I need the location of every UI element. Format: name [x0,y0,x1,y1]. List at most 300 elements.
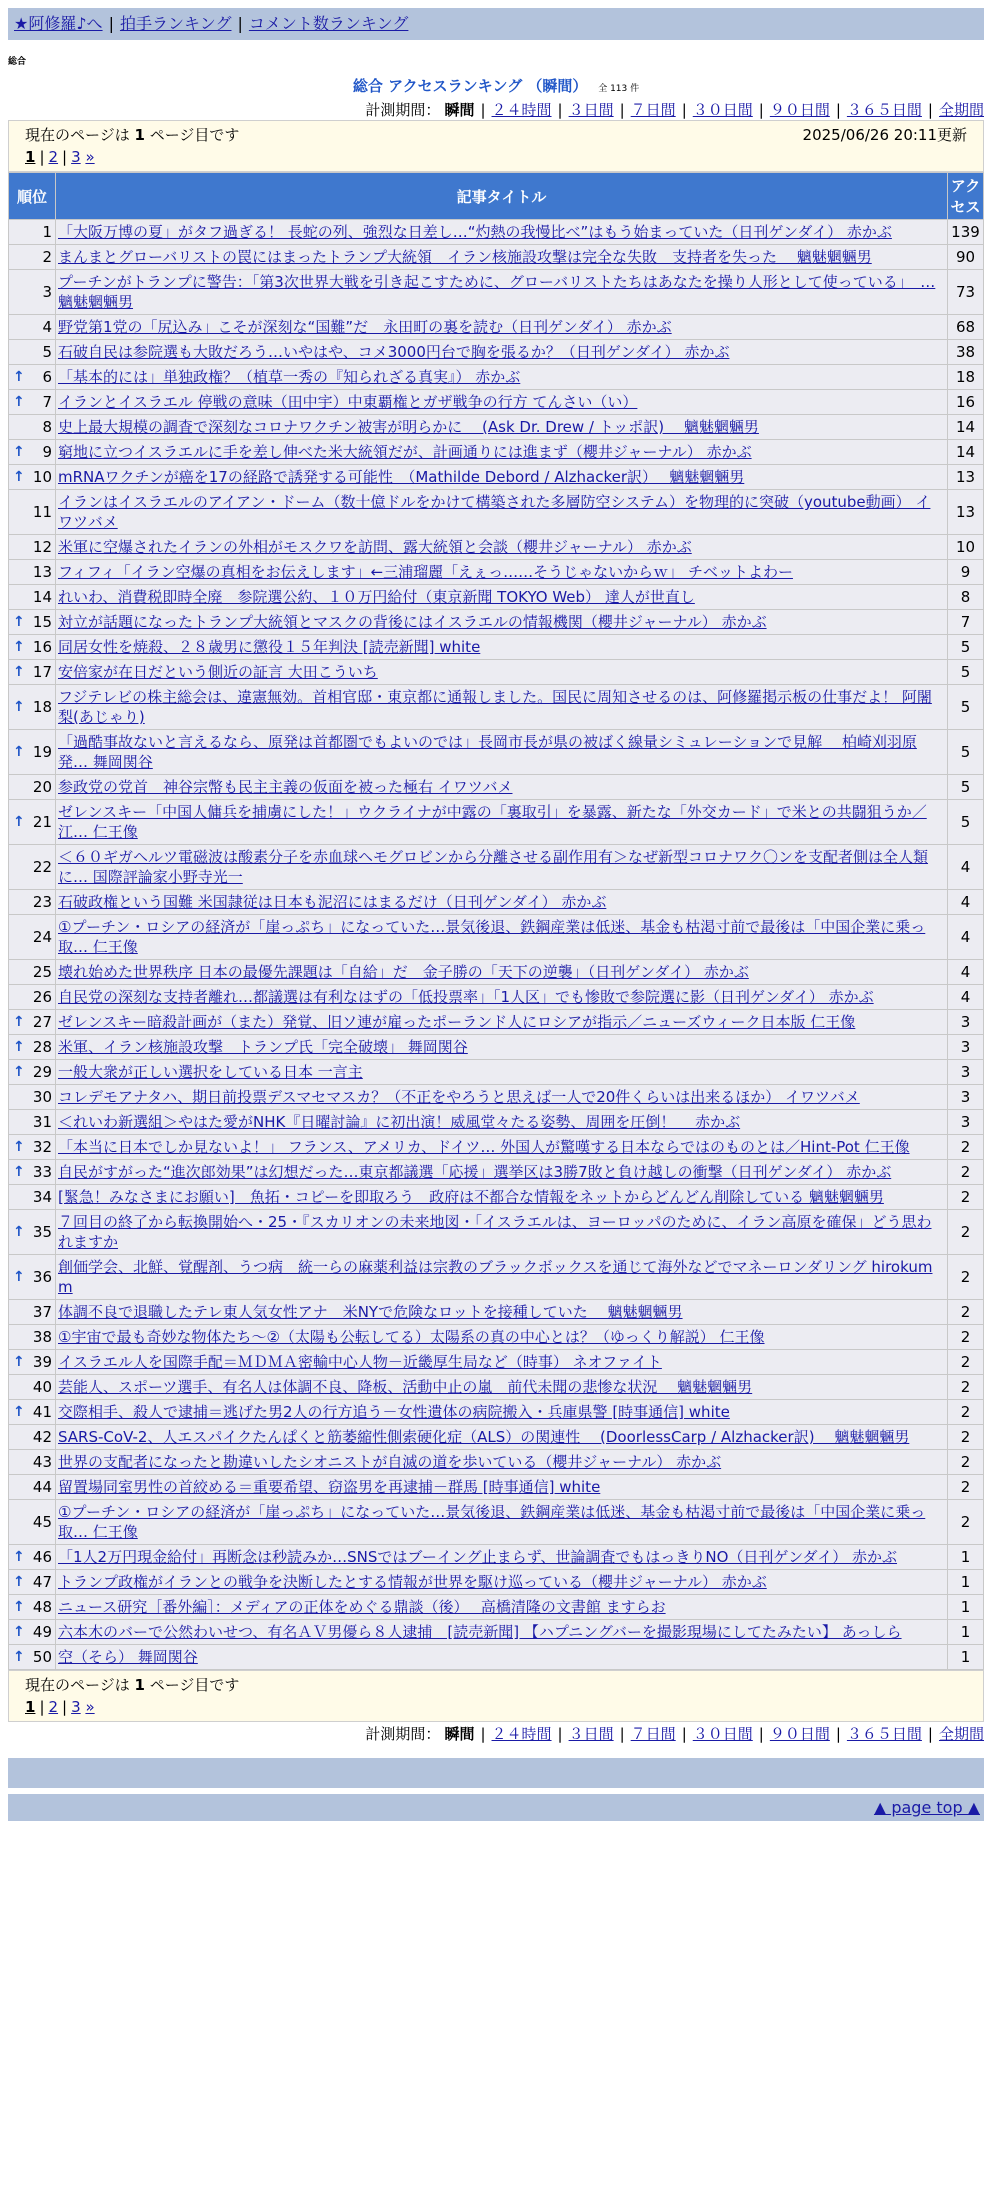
title-cell [56,220,948,245]
pager-current-page: 1 [25,148,36,166]
title-cell [56,1135,948,1160]
rank-cell [9,1645,56,1670]
table-row [9,465,984,490]
current-page-text: 現在のページは 1 ページ目です [25,1676,240,1694]
rank-cell [9,1110,56,1135]
table-row [9,1325,984,1350]
access-count: 3 [948,1060,984,1085]
article-link[interactable]: 留置場同室男性の首絞める＝重要希望、窃盗男を再逮捕－群馬 [時事通信] white [58,1478,601,1496]
rank-cell [9,270,56,315]
rank-number: 30 [32,1088,52,1106]
access-count: 1 [948,1545,984,1570]
period-link[interactable]: 全期間 [938,101,984,119]
rank-number: 16 [32,638,52,656]
table-row [9,415,984,440]
table-row [9,270,984,315]
nav-link-2[interactable]: コメント数ランキング [248,14,409,33]
access-count: 13 [948,465,984,490]
table-row [9,845,984,890]
rank-number: 5 [42,343,52,361]
rank-cell [9,490,56,535]
up-arrow-icon: ↑ [13,369,25,385]
access-count: 2 [948,1475,984,1500]
rank-number: 18 [32,698,52,716]
table-row [9,1475,984,1500]
table-row [9,1300,984,1325]
table-row [9,635,984,660]
access-count: 5 [948,660,984,685]
period-separator: | [619,101,625,119]
access-count: 2 [948,1210,984,1255]
period-separator: | [835,101,841,119]
article-link[interactable]: ①プーチン・ロシアの経済が「崖っぷち」になっていた…景気後退、鉄鋼産業は低迷、基金も枯渇寸前で最後は「中国企業に乗っ取… 仁王像 [58,1503,926,1541]
access-count: 2 [948,1450,984,1475]
title-cell [56,985,948,1010]
table-row [9,1400,984,1425]
period-link[interactable]: ３０日間 [692,1725,753,1743]
access-count: 90 [948,245,984,270]
title-cell [56,635,948,660]
period-separator: | [927,1725,933,1743]
title-cell [56,440,948,465]
access-count: 3 [948,1110,984,1135]
access-count: 4 [948,985,984,1010]
title-cell [56,1325,948,1350]
title-cell [56,845,948,890]
rank-cell [9,390,56,415]
rank-number: 3 [42,283,52,301]
rank-cell [9,1500,56,1545]
rank-number: 47 [32,1573,52,1591]
period-link[interactable]: ９０日間 [769,1725,830,1743]
table-row [9,1035,984,1060]
rank-number: 9 [42,443,52,461]
article-link[interactable]: 自民党の深刻な支持者離れ…都議選は有利なはずの「低投票率」「1人区」でも惨敗で参院選に影（日刊ゲンダイ） 赤かぶ [58,988,874,1006]
access-count: 2 [948,1160,984,1185]
access-count: 5 [948,775,984,800]
pager-link[interactable]: 2 [48,148,59,166]
rank-cell [9,1595,56,1620]
article-link[interactable]: 空（そら） 舞岡関谷 [58,1648,198,1666]
rank-cell [9,775,56,800]
article-link[interactable]: ７回目の終了から転換開始へ・25・『スカリオンの未来地図・「イスラエルは、ヨーロッパのために、イラン高原を確保」どう思われますか [58,1213,932,1251]
rank-cell [9,340,56,365]
table-row [9,560,984,585]
title-cell [56,1255,948,1300]
table-row [9,730,984,775]
rank-number: 29 [32,1063,52,1081]
rank-number: 24 [32,928,52,946]
table-row [9,775,984,800]
access-count: 2 [948,1400,984,1425]
rank-cell [9,610,56,635]
title-cell [56,315,948,340]
rank-number: 37 [32,1303,52,1321]
period-link[interactable]: 全期間 [938,1725,984,1743]
up-arrow-icon: ↑ [13,469,25,485]
article-link[interactable]: フィフィ「イラン空爆の真相をお伝えします」←三浦瑠麗「えぇっ……そうじゃないからｗ」 チベットよわー [58,563,793,581]
access-count: 18 [948,365,984,390]
rank-number: 15 [32,613,52,631]
access-count: 9 [948,560,984,585]
article-link[interactable]: 米軍、イラン核施設攻撃 トランプ氏「完全破壊」 舞岡関谷 [58,1038,468,1056]
article-link[interactable]: まんまとグローバリストの罠にはまったトランプ大統領 イラン核施設攻撃は完全な失敗 支持者を失った 魑魅魍魎男 [58,248,872,266]
article-link[interactable]: 「過酷事故ないと言えるなら、原発は首都圏でもよいのでは」長岡市長が県の被ばく線量シミュレーションで見解 柏崎刈羽原発… 舞岡関谷 [58,733,917,771]
period-link[interactable]: ２４時間 [491,1725,552,1743]
rank-number: 50 [32,1648,52,1666]
table-row [9,1425,984,1450]
period-link[interactable]: ２４時間 [491,101,552,119]
period-separator: | [758,101,764,119]
rank-cell [9,985,56,1010]
rank-cell [9,220,56,245]
up-arrow-icon: ↑ [13,1224,25,1240]
period-separator: | [557,1725,563,1743]
up-arrow-icon: ↑ [13,1064,25,1080]
table-row [9,1350,984,1375]
access-count: 4 [948,845,984,890]
access-count: 2 [948,1500,984,1545]
article-link[interactable]: 創価学会、北鮮、覚醒剤、うつ病 統一らの麻薬利益は宗教のブラックボックスを通じて海外などでマネーロンダリング hirokumm [58,1258,933,1296]
rank-cell [9,315,56,340]
access-count: 4 [948,915,984,960]
title-cell [56,1085,948,1110]
table-row [9,1375,984,1400]
title-cell [56,1475,948,1500]
access-count: 2 [948,1300,984,1325]
article-link[interactable]: mRNAワクチンが癌を17の経路で誘発する可能性 （Mathilde Debord / Alzhacker訳） 魑魅魍魎男 [58,468,745,486]
title-cell [56,660,948,685]
nav-link-0[interactable]: ★阿修羅♪へ [14,14,103,33]
title-cell [56,1425,948,1450]
rank-number: 26 [32,988,52,1006]
rank-number: 40 [32,1378,52,1396]
pager-next[interactable]: » [85,148,95,166]
access-count: 73 [948,270,984,315]
rank-cell [9,1475,56,1500]
article-link[interactable]: 石破自民は参院選も大敗だろう…いやはや、コメ3000円台で胸を張るか？（日刊ゲンダイ） 赤かぶ [58,343,730,361]
title-cell [56,1035,948,1060]
period-current: 瞬間 [444,1725,475,1743]
access-count: 5 [948,730,984,775]
rank-number: 28 [32,1038,52,1056]
article-link[interactable]: 六本木のバーで公然わいせつ、有名ＡＶ男優ら８人逮捕 [読売新聞] 【ハプニングバーを撮影現場にしてたみたい】 あっしら [58,1623,902,1641]
rank-cell [9,1300,56,1325]
pager-link[interactable]: 3 [71,148,81,166]
period-link[interactable]: ９０日間 [769,101,830,119]
table-row [9,490,984,535]
pager-link[interactable]: 3 [71,1698,81,1716]
article-link[interactable]: 史上最大規模の調査で深刻なコロナワクチン被害が明らかに (Ask Dr. Drew / トッポ訳) 魑魅魍魎男 [58,418,759,436]
period-link[interactable]: ７日間 [630,1725,676,1743]
article-link[interactable]: フジテレビの株主総会は、違憲無効。首相官邸・東京都に通報しました。国民に周知させるのは、阿修羅掲示板の仕事だよ！ 阿闍梨(あじゃり) [58,688,932,726]
access-count: 14 [948,440,984,465]
rank-number: 10 [32,468,52,486]
title-cell [56,1595,948,1620]
period-link[interactable]: ３６５日間 [846,101,922,119]
table-row [9,985,984,1010]
period-link[interactable]: ３０日間 [692,101,753,119]
page-heading [8,75,984,96]
rank-number: 19 [32,743,52,761]
rank-number: 20 [32,778,52,796]
rank-cell [9,1185,56,1210]
period-link[interactable]: ７日間 [630,101,676,119]
article-link[interactable]: 体調不良で退職したテレ東人気女性アナ 米NYで危険なロットを接種していた 魑魅魍魎男 [58,1303,683,1321]
rank-cell [9,1375,56,1400]
access-count: 5 [948,685,984,730]
title-cell [56,1185,948,1210]
access-count: 2 [948,1325,984,1350]
page-title: 総合 アクセスランキング （瞬間） [352,77,588,95]
article-link[interactable]: 芸能人、スポーツ選手、有名人は体調不良、降板、活動中止の嵐 前代未聞の悲惨な状況 魑魅魍魎男 [58,1378,753,1396]
access-count: 14 [948,415,984,440]
table-row [9,1135,984,1160]
access-count: 13 [948,490,984,535]
rank-cell [9,845,56,890]
rank-cell [9,465,56,490]
article-link[interactable]: 野党第1党の「尻込み」こそが深刻な“国難”だ 永田町の裏を読む（日刊ゲンダイ） 赤かぶ [58,318,672,336]
access-count: 1 [948,1595,984,1620]
up-arrow-icon: ↑ [13,1624,25,1640]
rank-cell [9,890,56,915]
up-arrow-icon: ↑ [13,1039,25,1055]
table-row [9,1160,984,1185]
period-label: 計測期間： [365,1725,441,1743]
article-link[interactable]: [緊急！みなさまにお願い] 魚拓・コピーを即取ろう 政府は不都合な情報をネットからどんどん削除している 魑魅魍魎男 [58,1188,884,1206]
title-cell [56,1110,948,1135]
title-cell [56,915,948,960]
table-row [9,1450,984,1475]
period-separator: | [681,1725,687,1743]
article-link[interactable]: 交際相手、殺人で逮捕＝逃げた男2人の行方追う－女性遺体の病院搬入・兵庫県警 [時事通信] white [58,1403,730,1421]
rank-cell [9,1545,56,1570]
title-cell [56,775,948,800]
access-count: 2 [948,1350,984,1375]
table-row [9,535,984,560]
rank-number: 21 [32,813,52,831]
title-cell [56,1375,948,1400]
article-link[interactable]: ゼレンスキー「中国人傭兵を捕虜にした！」ウクライナが中露の「裏取引」を暴露、新たな「外交カード」で米との共闘狙うか／江… 仁王像 [58,803,927,841]
access-count: 139 [948,220,984,245]
pager-next[interactable]: » [85,1698,95,1716]
table-row [9,1545,984,1570]
access-count: 1 [948,1645,984,1670]
rank-cell [9,1570,56,1595]
title-cell [56,685,948,730]
article-link[interactable]: ①プーチン・ロシアの経済が「崖っぷち」になっていた…景気後退、鉄鋼産業は低迷、基金も枯渇寸前で最後は「中国企業に乗っ取… 仁王像 [58,918,926,956]
period-link[interactable]: ３６５日間 [846,1725,922,1743]
title-cell [56,1620,948,1645]
rank-cell [9,1620,56,1645]
rank-number: 34 [32,1188,52,1206]
access-count: 2 [948,1425,984,1450]
nav-link-1[interactable]: 拍手ランキング [119,14,232,33]
table-header-row [9,173,984,220]
rank-number: 42 [32,1428,52,1446]
header-title: 記事タイトル [56,173,948,220]
period-link[interactable]: ３日間 [568,101,614,119]
rank-cell [9,535,56,560]
rank-number: 33 [32,1163,52,1181]
access-count: 2 [948,1185,984,1210]
rank-cell [9,365,56,390]
rank-number: 4 [42,318,52,336]
period-selector [8,100,984,120]
pager-link[interactable]: 2 [48,1698,59,1716]
title-cell [56,1400,948,1425]
article-link[interactable]: コレデモアナタハ、期日前投票デスマセマスカ？（不正をやろうと思えば一人で20件くらいは出来るほか） イワツバメ [58,1088,860,1106]
up-arrow-icon: ↑ [13,664,25,680]
article-link[interactable]: ＜６０ギガヘルツ電磁波は酸素分子を赤血球ヘモグロビンから分離させる副作用有＞なぜ新型コロナワク〇ンを支配者側は全人類に… 国際評論家小野寺光一 [58,848,929,886]
up-arrow-icon: ↑ [13,1139,25,1155]
article-link[interactable]: 石破政権という国難 米国隷従は日本も泥沼にはまるだけ（日刊ゲンダイ） 赤かぶ [58,893,607,911]
table-row [9,220,984,245]
up-arrow-icon: ↑ [13,1269,25,1285]
up-arrow-icon: ↑ [13,1599,25,1615]
title-cell [56,1160,948,1185]
table-row [9,1620,984,1645]
rank-number: 41 [32,1403,52,1421]
rank-number: 43 [32,1453,52,1471]
article-link[interactable]: ＜れいわ新選組＞やはた愛がNHK『日曜討論』に初出演！威風堂々たる姿勢、周囲を圧倒！ 赤かぶ [58,1113,741,1131]
rank-cell [9,1450,56,1475]
period-separator: | [758,1725,764,1743]
access-count: 16 [948,390,984,415]
table-row [9,1085,984,1110]
article-link[interactable]: 「本当に日本でしか見ないよ！」 フランス、アメリカ、ドイツ… 外国人が驚嘆する日本ならではのものとは／Hint-Pot 仁王像 [58,1138,910,1156]
rank-cell [9,1135,56,1160]
article-link[interactable]: SARS-CoV-2、人エスパイクたんぱくと筋萎縮性側索硬化症（ALS）の関連性 (DoorlessCarp / Alzhacker訳) 魑魅魍魎男 [58,1428,910,1446]
period-separator: | [557,101,563,119]
rank-number: 48 [32,1598,52,1616]
table-row [9,800,984,845]
up-arrow-icon: ↑ [13,1354,25,1370]
article-link[interactable]: イランはイスラエルのアイアン・ドーム（数十億ドルをかけて構築された多層防空システム）を物理的に突破（youtube動画） イワツバメ [58,493,931,531]
rank-number: 11 [32,503,52,521]
title-cell [56,390,948,415]
access-count: 1 [948,1570,984,1595]
rank-cell [9,960,56,985]
footer-bar [8,1758,984,1788]
period-separator: | [681,101,687,119]
article-link[interactable]: 世界の支配者になったと勘違いしたシオニストが自滅の道を歩いている（櫻井ジャーナル） 赤かぶ [58,1453,722,1471]
pager-separator: | [39,148,45,166]
rank-number: 7 [42,393,52,411]
rank-number: 38 [32,1328,52,1346]
rank-cell [9,1255,56,1300]
article-link[interactable]: 参政党の党首 神谷宗幣も民主主義の仮面を被った極右 イワツバメ [58,778,513,796]
up-arrow-icon: ↑ [13,639,25,655]
article-link[interactable]: 「基本的には」単独政権？（植草一秀の『知られざる真実』） 赤かぶ [58,368,521,386]
access-count: 5 [948,800,984,845]
up-arrow-icon: ↑ [13,1164,25,1180]
access-count: 38 [948,340,984,365]
rank-number: 36 [32,1268,52,1286]
title-cell [56,415,948,440]
rank-cell [9,415,56,440]
rank-number: 14 [32,588,52,606]
table-row [9,1110,984,1135]
period-label: 計測期間： [365,101,441,119]
access-count: 4 [948,890,984,915]
article-link[interactable]: ゼレンスキー暗殺計画が（また）発覚、旧ソ連が雇ったポーランド人にロシアが指示／ニューズウィーク日本版 仁王像 [58,1013,856,1031]
rank-cell [9,245,56,270]
article-link[interactable]: トランプ政権がイランとの戦争を決断したとする情報が世界を駆け巡っている（櫻井ジャーナル） 赤かぶ [58,1573,767,1591]
access-count: 10 [948,535,984,560]
article-link[interactable]: 対立が話題になったトランプ大統領とマスクの背後にはイスラエルの情報機関（櫻井ジャーナル） 赤かぶ [58,613,767,631]
table-row [9,245,984,270]
article-link[interactable]: 安倍家が在日だという側近の証言 大田こういち [58,663,378,681]
article-link[interactable]: プーチンがトランプに警告：「第3次世界大戦を引き起こすために、グローバリストたちはあなたを操り人形として使っている」 … 魑魅魍魎男 [58,273,936,311]
rank-cell [9,660,56,685]
article-link[interactable]: 「大阪万博の夏」がタフ過ぎる！ 長蛇の列、強烈な日差し…“灼熱の我慢比べ”はもう始まっていた（日刊ゲンダイ） 赤かぶ [58,223,892,241]
period-separator: | [619,1725,625,1743]
article-link[interactable]: 自民がすがった“進次郎効果”は幻想だった…東京都議選「応援」選挙区は3勝7敗と負け越しの衝撃（日刊ゲンダイ） 赤かぶ [58,1163,892,1181]
title-cell [56,890,948,915]
title-cell [56,1010,948,1035]
page-top-link[interactable]: ▲ page top ▲ [873,1798,980,1817]
access-count: 4 [948,960,984,985]
access-count: 1 [948,1620,984,1645]
table-row [9,890,984,915]
up-arrow-icon: ↑ [13,744,25,760]
article-link[interactable]: ①宇宙で最も奇妙な物体たち〜②（太陽も公転してる）太陽系の真の中心とは？（ゆっくり解説） 仁王像 [58,1328,765,1346]
period-link[interactable]: ３日間 [568,1725,614,1743]
table-row [9,960,984,985]
rank-cell [9,685,56,730]
rank-cell [9,1325,56,1350]
article-link[interactable]: イスラエル人を国際手配＝ＭＤＭＡ密輸中心人物－近畿厚生局など（時事） ネオファイト [58,1353,662,1371]
rank-number: 46 [32,1548,52,1566]
article-link[interactable]: イランとイスラエル 停戦の意味（田中宇）中東覇権とガザ戦争の行方 てんさい（い） [58,393,638,411]
period-separator: | [480,101,486,119]
article-link[interactable]: れいわ、消費税即時全廃 参院選公約、１０万円給付（東京新聞 TOKYO Web） 達人が世直し [58,588,695,606]
page-info-top [8,120,984,172]
rank-cell [9,730,56,775]
article-link[interactable]: ニュース研究［番外編］：メディアの正体をめぐる鼎談（後） 高橋清隆の文書館 ますらお [58,1598,666,1616]
table-row [9,390,984,415]
pager-current-page: 1 [25,1698,36,1716]
table-row [9,660,984,685]
article-link[interactable]: 米軍に空爆されたイランの外相がモスクワを訪問、露大統領と会談（櫻井ジャーナル） 赤かぶ [58,538,692,556]
article-link[interactable]: 同居女性を焼殺、２８歳男に懲役１５年判決 [読売新聞] white [58,638,481,656]
rank-number: 27 [32,1013,52,1031]
rank-number: 8 [42,418,52,436]
rank-number: 44 [32,1478,52,1496]
article-link[interactable]: 窮地に立つイスラエルに手を差し伸べた米大統領だが、計画通りには進まず（櫻井ジャーナル） 赤かぶ [58,443,752,461]
nav-separator: | [237,14,243,33]
rank-number: 1 [42,223,52,241]
table-row [9,585,984,610]
rank-cell [9,440,56,465]
access-count: 2 [948,1255,984,1300]
article-link[interactable]: 一般大衆が正しい選択をしている日本 一言主 [58,1063,363,1081]
access-count: 3 [948,1010,984,1035]
header-rank: 順位 [9,173,56,220]
article-link[interactable]: 「1人2万円現金給付」再断念は秒読みか…SNSではブーイング止まらず、世論調査でもはっきりNO（日刊ゲンダイ） 赤かぶ [58,1548,898,1566]
period-separator: | [927,101,933,119]
rank-cell [9,1160,56,1185]
up-arrow-icon: ↑ [13,814,25,830]
up-arrow-icon: ↑ [13,444,25,460]
title-cell [56,1545,948,1570]
rank-cell [9,1035,56,1060]
access-count: 2 [948,1375,984,1400]
top-nav [8,8,984,40]
article-link[interactable]: 壊れ始めた世界秩序 日本の最優先課題は「自給」だ 金子勝の「天下の逆襲」（日刊ゲンダイ） 赤かぶ [58,963,749,981]
table-row [9,1500,984,1545]
